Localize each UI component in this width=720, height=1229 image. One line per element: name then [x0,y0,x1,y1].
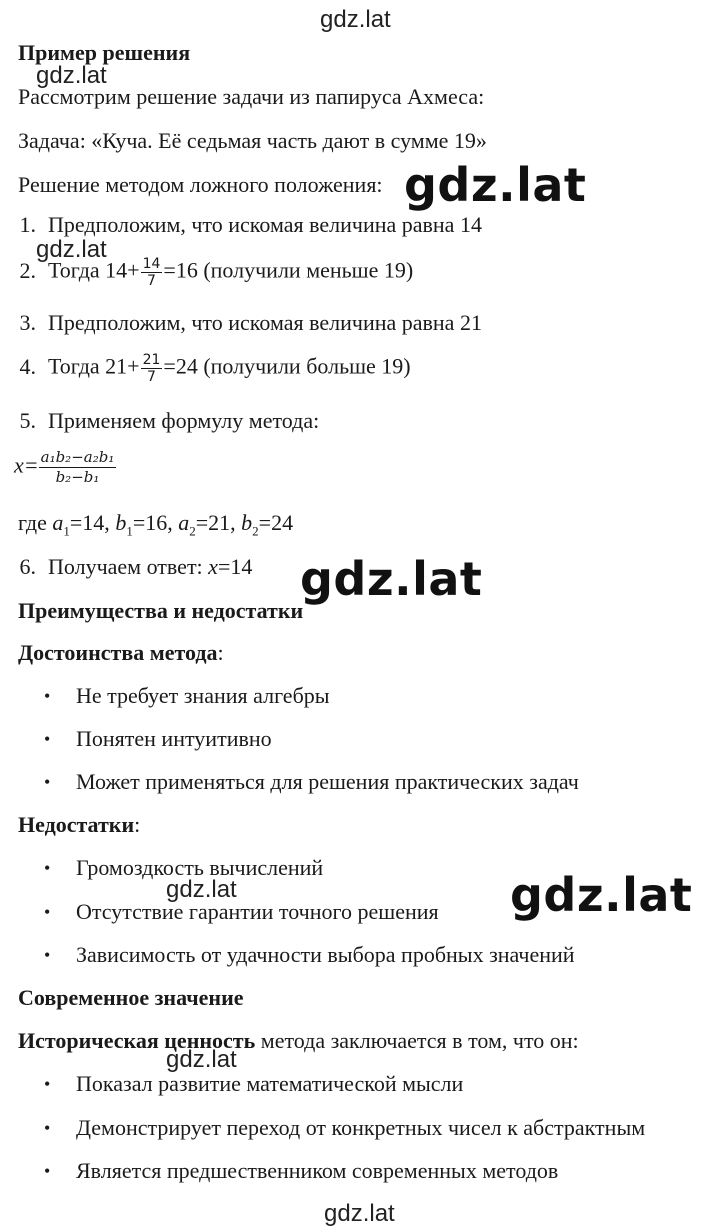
modern-item: Показал развитие математической мысли [76,1071,464,1096]
watermark-top: gdz.lat [320,6,391,33]
var-a1: a [52,510,64,535]
step-text: Предположим, что искомая величина равна 21 [48,310,482,335]
step-text: Применяем формулу метода: [48,408,320,433]
cons-item: Зависимость от удачности выбора пробных значений [76,942,575,967]
pros-label-line [18,640,224,666]
step-text-pre: Получаем ответ: [48,554,209,579]
fraction-denominator: 7 [147,369,156,386]
fraction-numerator: 14 [142,256,161,272]
method-formula [14,448,116,487]
bullet: • [44,686,51,706]
pros-label: Достоинства метода [18,640,218,665]
val-a1: =14, [69,510,116,535]
bullet: • [44,1074,51,1094]
fraction [141,256,163,289]
watermark-large: gdz.lat [300,552,483,606]
formula-denominator: b₂−b₁ [55,467,100,486]
var-b2: b [241,510,253,535]
colon: : [217,640,224,665]
modern-lead-rest: метода заключается в том, что он: [255,1028,579,1053]
example-heading: Пример решения [18,40,191,65]
step-text-pre: Тогда 21+ [48,353,140,379]
var-b1: b [115,510,127,535]
answer-var: x [208,554,218,579]
bullet: • [44,945,51,965]
step-number: 5. [19,408,36,433]
step-5 [8,408,319,434]
example-intro: Рассмотрим решение задачи из папируса Ахмеса: [18,84,485,109]
modern-heading: Современное значение [18,985,244,1010]
formula-lhs: x= [14,452,39,478]
bullet: • [44,1118,51,1138]
formula-values [18,510,293,539]
modern-item: Является предшественником современных методов [76,1158,559,1183]
step-number: 1. [19,212,36,237]
formula-fraction [39,448,117,487]
bullet: • [44,858,51,878]
bullet: • [44,772,51,792]
step-text-pre: Тогда 14+ [48,257,140,283]
step-3 [8,310,482,336]
pros-item: Может применяться для решения практических задач [76,769,579,794]
watermark: gdz.lat [36,62,107,89]
step-text-post: =16 (получили меньше 19) [163,257,414,283]
example-task: Задача: «Куча. Её седьмая часть дают в сумме 19» [18,128,487,153]
step-number: 4. [19,353,36,379]
sub-2: 2 [252,523,259,539]
step-6 [8,554,252,580]
cons-item: Отсутствие гарантии точного решения [76,899,439,924]
var-a2: a [178,510,190,535]
sub-1: 1 [63,523,70,539]
colon: : [134,812,141,837]
pros-item: Понятен интуитивно [76,726,272,751]
step-1 [8,212,482,238]
cons-label: Недостатки [18,812,135,837]
watermark-large: gdz.lat [510,868,693,922]
step-text: Предположим, что искомая величина равна 14 [48,212,482,237]
watermark-bottom: gdz.lat [324,1200,395,1227]
pros-cons-heading: Преимущества и недостатки [18,598,304,623]
step-number: 3. [19,310,36,335]
bullet: • [44,1161,51,1181]
watermark: gdz.lat [36,236,107,263]
fraction-numerator: 21 [142,352,161,368]
val-a2: =21, [195,510,242,535]
step-number: 6. [19,554,36,579]
val-b1: =16, [132,510,179,535]
modern-lead [18,1028,579,1054]
sub-2: 2 [189,523,196,539]
watermark-large: gdz.lat [404,158,587,212]
sub-1: 1 [126,523,133,539]
answer-value: =14 [217,554,253,579]
example-method: Решение методом ложного положения: [18,172,383,197]
step-text-post: =24 (получили больше 19) [163,353,411,379]
fraction-denominator: 7 [147,273,156,290]
cons-item: Громоздкость вычислений [76,855,324,880]
pros-item: Не требует знания алгебры [76,683,330,708]
watermark: gdz.lat [166,1046,237,1073]
where-prefix: где [18,510,53,535]
val-b2: =24 [258,510,294,535]
formula-numerator: a₁b₂−a₂b₁ [40,448,115,466]
watermark: gdz.lat [166,876,237,903]
fraction [141,352,163,385]
modern-item: Демонстрирует переход от конкретных чисел к абстрактным [76,1115,646,1140]
modern-lead-bold: Историческая ценность [18,1028,256,1053]
step-number: 2. [19,257,36,283]
bullet: • [44,902,51,922]
bullet: • [44,729,51,749]
cons-label-line [18,812,140,838]
step-4 [8,352,411,385]
